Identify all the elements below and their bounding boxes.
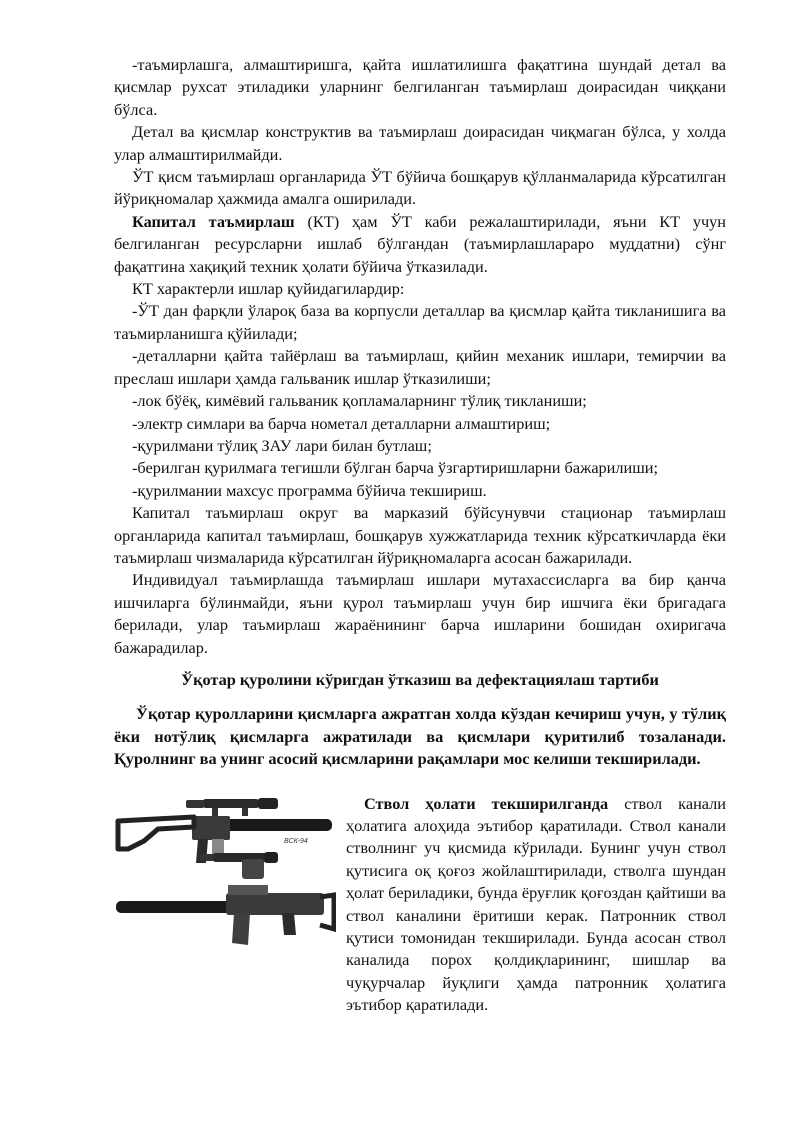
kt-list-item: -берилган қурилмага тегишли бўлган барча ўзгартиришларни бажарилиши; [132,458,659,478]
barrel-term: Ствол ҳолати текширилганда [364,793,609,813]
kt-list-item: -қурилмани тўлиқ ЗАУ лари билан бутлаш; [132,435,432,455]
kt-term: Капитал таъмирлаш [132,211,295,231]
rifle-mark: ВСК-94 [284,837,308,845]
kt-list-item: -ЎТ дан фарқли ўлароқ база ва корпусли деталлар ва қисмлар қайта тикланишига ва таъмирланишга қўйилади; [114,301,726,343]
kt-list-item: -лок бўёқ, кимёвий гальваник қопламаларнинг тўлиқ тикланиши; [132,391,587,411]
barrel-text: ствол канали ҳолатига алоҳида эътибор қаратилади. Ствол канали стволнинг уч қисмида кўрилади. Бунинг учун ствол қутисига оқ қоғоз жойлаштирилади, стволга шундан ҳолат бериладики, бунда ёруғлик қоғоздан қайтиши ва ствол каналини ёритиши керак. Патронник ствол қутиси томонидан текширилади. Бунда асосан ствол каналида порох қолдиқларининг, шишлар ва чуқурчалар йуқлиги ҳамда патронник ҳолатига эътибор қаратилади. [346,793,726,1015]
kt-list-item: -қурилмании махсус программа бўйича текшириш. [132,480,487,500]
kt-text: (КТ) ҳам ЎТ каби режалаштирилади, яъни КТ учун белгиланган ресурсларни ишлаб бўлгандан (таъмирлашлараро муддатни) сўнг фақатгина хақиқий техник ҳолати бўйича ўтказилади. [114,211,726,276]
paragraph-2: Детал ва қисмлар конструктив ва таъмирлаш доирасидан чиқмаган бўлса, у холда улар алмаштирилмайди. [114,122,726,164]
kt-paragraph [114,211,726,278]
kt-list-item: -электр симлари ва барча нометал деталларни алмаштириш; [132,413,551,433]
paragraph-1: -таъмирлашга, алмаштиришга, қайта ишлатилишга фақатгина шундай детал ва қисмлар рухсат этиладики уларнинг белгиланган таъмирлаш доирасидан чиққани бўлса. [114,55,726,119]
kt-list-intro: КТ характерли ишлар қуйидагилардир: [132,279,405,299]
individual-repair-paragraph: Индивидуал таъмирлашда таъмирлаш ишлари мутахассисларга ва бир қанча ишчиларга бўлинмайди, яъни қурол таъмирлаш учун бир ишчига ёки бригадага берилади, улар таъмирлаш жараёнининг барча ишларини бошидан охиригача бажарадилар. [114,570,726,657]
inspection-paragraph: Ўқотар қуролларини қисмларга ажратган холда кўздан кечириш учун, у тўлиқ ёки нотўлиқ қисмларга ажратилади ва қисмлари қуритилиб тозаланади. Қуролнинг ва унинг асосий қисмларини рақамлари мос келиши текширилади. [114,704,726,769]
rifle-icon [114,797,336,997]
rifle-illustration [114,797,336,997]
capital-repair-paragraph: Капитал таъмирлаш округ ва марказий бўйсунувчи стационар таъмирлаш органларида капитал таъмирлаш, бошқарув хужжатларида техник кўрсаткичларда ёки таъмирлаш чизмаларида кўрсатилган йўриқномаларга асосан бажарилади. [114,503,726,567]
paragraph-3: ЎТ қисм таъмирлаш органларида ЎТ бўйича бошқарув қўлланмаларида кўрсатилган йўриқномалар ҳажмида амалга оширилади. [114,167,726,209]
section-heading: Ўқотар қуролини кўригдан ўтказиш ва дефектациялаш тартиби [181,669,659,689]
kt-list-item: -деталларни қайта тайёрлаш ва таъмирлаш, қийин механик ишлари, темирчии ва преслаш ишлари ҳамда гальваник ишлар ўтказилиши; [114,346,726,388]
document-page [114,54,726,1017]
